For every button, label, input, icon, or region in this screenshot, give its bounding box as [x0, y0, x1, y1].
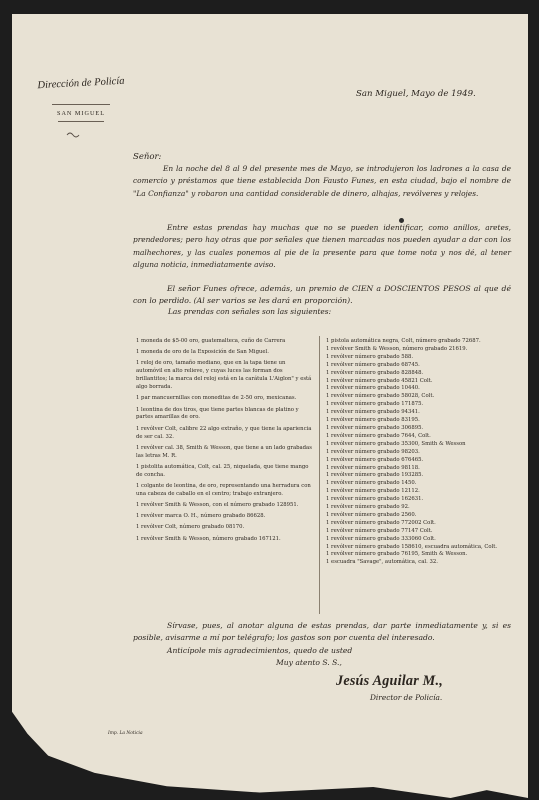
office-heading: Dirección de Policía	[37, 75, 125, 92]
regards-line: Muy atento S. S.,	[276, 658, 342, 667]
flourish-ornament	[66, 124, 80, 143]
list-item: 1 revólver número grabado 98203.	[326, 448, 420, 455]
list-item: 1 revólver número grabado 1450.	[326, 480, 417, 487]
list-item: 1 revólver número grabado 193285.	[326, 472, 424, 479]
list-item: 1 revólver número grabado 333060 Colt.	[326, 535, 436, 542]
list-item: 1 revólver número grabado 676465.	[326, 456, 424, 463]
list-item: 1 revólver número grabado 83195.	[326, 417, 420, 424]
list-item: 1 revólver número grabado 171875.	[326, 401, 424, 408]
printer-imprint: Imp. La Noticia	[108, 731, 143, 736]
list-item: 1 revólver número grabado 77147 Colt.	[326, 527, 433, 534]
list-item: 1 leontina de dos tiros, que tiene partes blancas de platino y partes amarillas de oro.	[136, 406, 299, 421]
list-item: 1 revólver cal. 38, Smith & Wesson, que tiene a un lado grabadas las letras M. R.	[136, 444, 312, 459]
list-item: 1 revólver número grabado 92.	[326, 504, 410, 511]
list-item: 1 revólver Smith & Wesson, número grabado 21619.	[326, 345, 468, 352]
list-item: 1 revólver Colt, calibre 22 algo extraño, y que tiene la apariencia de ser cal. 32.	[136, 425, 312, 440]
signature-name: Jesús Aguilar M.,	[336, 673, 443, 689]
items-right-list	[326, 338, 502, 567]
list-item: 1 revólver número grabado 94341.	[326, 409, 420, 416]
list-item: 1 escuadra "Savage", automática, cal. 32.	[326, 559, 438, 566]
list-item: 1 revólver número grabado 588.	[326, 353, 414, 360]
list-item: 1 revólver número grabado 2560.	[326, 511, 417, 518]
list-item: 1 par mancuernillas con moneditas de 2-50 oro, mexicanas.	[136, 395, 297, 402]
list-item: 1 revólver número grabado 58028, Colt.	[326, 393, 435, 400]
list-item: 1 moneda de oro de la Exposición de San Miguel.	[136, 349, 269, 356]
list-item: 1 revólver Colt, número grabado 08170.	[136, 524, 245, 531]
list-item: 1 revólver número grabado 35300, Smith & Wesson	[326, 440, 466, 447]
letter-date: San Miguel, Mayo de 1949.	[356, 89, 476, 99]
items-left-list	[136, 338, 312, 544]
city-rule	[58, 121, 104, 122]
heading-rule	[52, 104, 110, 105]
signature-title: Director de Policía.	[370, 693, 443, 702]
list-item: 1 revólver número grabado 7644, Colt.	[326, 432, 431, 439]
thanks-line: Anticípole mis agradecimientos, quedo de usted	[167, 646, 353, 655]
paragraph-4: Las prendas con señales son las siguientes:	[168, 307, 332, 316]
list-item: 1 revólver número grabado 158610, escuadra automática, Colt.	[326, 543, 498, 550]
list-item: 1 reloj de oro, tamaño mediano, que en la tapa tiene un automóvil en alto relieve, y cuyas luces las forman dos brillantitos; la marca del reloj está en la carátula L'Aiglon" y está algo borrada.	[136, 360, 312, 391]
list-item: 1 revólver número grabado 828848.	[326, 369, 424, 376]
list-item: 1 revólver número grabado 12112.	[326, 488, 420, 495]
list-item: 1 pistola automática negra, Colt, número grabado 72687.	[326, 338, 481, 344]
closing-paragraph: Sírvase, pues, al anotar alguna de estas prendas, dar parte inmediatamente y, si es posible, avisarme a mí por telégrafo; los gastos son por cuenta del interesado.	[133, 621, 511, 643]
list-item: 1 moneda de $5-00 oro, guatemalteca, cuño de Carrera	[136, 338, 286, 344]
paragraph-1: En la noche del 8 al 9 del presente mes de Mayo, se introdujeron los ladrones a la casa de comercio y préstamos que tiene establecida Don Fausto Funes, en esta ciudad, bajo el nombre de "La Confianza" y robaron una cantidad considerable de dinero, alhajas, revólveres y relojes.	[133, 164, 511, 198]
paragraph-2: Entre estas prendas hay muchas que no se pueden identificar, como anillos, aretes, prendedores; pero hay otras que por señales que tienen marcadas nos pueden ayudar a dar con los malhechores, y las cuales ponemos al pie de la presente para que tome nota y nos dé, al tener alguna noticia, inmediatamente aviso.	[133, 223, 511, 270]
list-item: 1 revólver número grabado 68745.	[326, 361, 420, 368]
list-item: 1 revólver Smith & Wesson, número grabado 167121.	[136, 535, 281, 542]
list-item: 1 revólver número grabado 45821 Colt.	[326, 377, 433, 384]
ink-spot	[399, 218, 404, 223]
office-city: SAN MIGUEL	[57, 110, 105, 117]
paragraph-3: El señor Funes ofrece, además, un premio de CIEN a DOSCIENTOS PESOS al que dé con lo perdido. (Al ser varios se les dará en proporción).	[133, 284, 511, 306]
salutation: Señor:	[133, 152, 162, 162]
list-item: 1 colgante de leontina, de oro, representando una herradura con una cabeza de caballo en el centro; trabajo extranjero.	[136, 482, 311, 497]
list-item: 1 revólver Smith & Wesson, con el número grabado 128951.	[136, 502, 299, 509]
list-item: 1 revólver número grabado 772002 Colt.	[326, 519, 436, 526]
list-item: 1 revólver número grabado 10440.	[326, 385, 420, 392]
list-item: 1 revólver número grabado 306895.	[326, 424, 424, 431]
column-divider	[319, 336, 320, 614]
list-item: 1 pistolita automática, Colt, cal. 25, niquelada, que tiene mango de concha.	[136, 463, 309, 478]
list-item: 1 revólver marca O. H., número grabado 86628.	[136, 513, 266, 520]
list-item: 1 revólver número grabado 98118.	[326, 464, 420, 471]
list-item: 1 revólver número grabado 162631.	[326, 496, 424, 503]
list-item: 1 revólver número grabado 76195, Smith & Wesson.	[326, 551, 468, 558]
